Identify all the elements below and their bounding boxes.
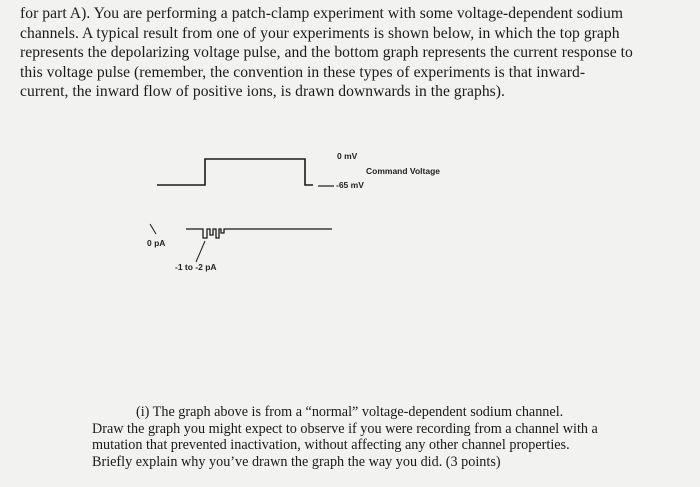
intro-line: current, the inward flow of positive ions, is drawn downwards in the graphs). <box>20 83 505 100</box>
zero-mv-label: 0 mV <box>337 151 358 161</box>
question-text <box>92 404 682 470</box>
rest-potential-label: -65 mV <box>336 180 364 190</box>
question-line: mutation that prevented inactivation, without affecting any other channel properties. <box>92 437 570 454</box>
intro-line: channels. A typical result from one of your experiments is shown below, in which the top graph <box>20 24 620 42</box>
current-response-trace <box>186 229 332 238</box>
zero-pa-pointer <box>150 224 156 234</box>
question-line: Draw the graph you might expect to observe if you were recording from a channel with a <box>92 420 598 437</box>
question-line: Briefly explain why you’ve drawn the graph the way you did. (3 points) <box>92 453 501 470</box>
intro-line: this voltage pulse (remember, the convention in these types of experiments is that inward- <box>20 63 586 81</box>
intro-line: represents the depolarizing voltage pulse, and the bottom graph represents the current response to <box>20 44 633 61</box>
current-amplitude-pointer <box>196 241 205 262</box>
intro-line: for part A). You are performing a patch-clamp experiment with some voltage-dependent sodium <box>20 5 624 22</box>
question-line: (i) The graph above is from a “normal” voltage-dependent sodium channel. <box>136 404 564 420</box>
current-amplitude-label: -1 to -2 pA <box>175 262 217 272</box>
command-voltage-trace <box>157 159 313 185</box>
zero-pa-label: 0 pA <box>147 238 166 248</box>
command-voltage-label: Command Voltage <box>366 166 440 176</box>
